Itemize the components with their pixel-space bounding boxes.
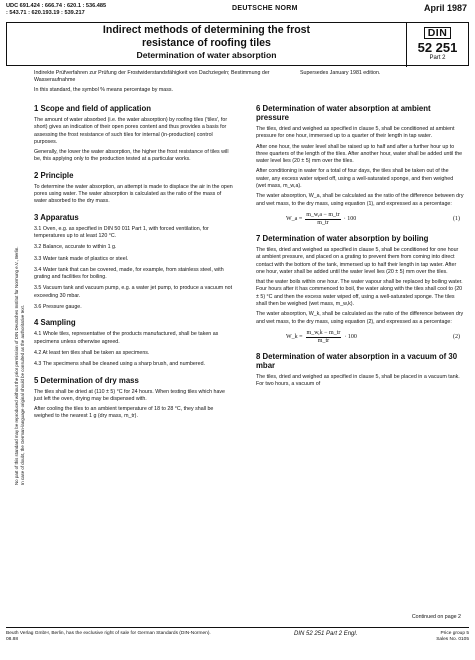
din-part: Part 2 — [429, 55, 446, 61]
din-logo: DIN — [424, 27, 452, 39]
paragraph: Generally, the lower the water absorption, the higher the frost resistance of tiles will be, this applying only to the production tested at a particular works. — [34, 149, 229, 163]
clause: 3.6 Pressure gauge. — [34, 304, 82, 311]
footer — [6, 627, 469, 642]
paragraph: The tiles, dried and weighed as specified in clause 5, shall be conditioned at ambient pressure for one hour, immersed up to a quarter of their length in tap water. — [256, 126, 455, 140]
header-org: DEUTSCHE NORM — [232, 5, 298, 12]
german-title: Indirekte Prüfverfahren zur Prüfung der Frostwiderstandsfähigkeit von Dachziegeln; Bestimmung der Wasseraufnahme — [34, 70, 270, 83]
left-column — [34, 104, 234, 424]
date: April 1987 — [423, 3, 467, 13]
paragraph: The tiles, dried and weighed as specified in clause 5, shall be conditioned for one hour at ambient pressure, and placed on a grating to prevent them from coming into direct contact with the bottom of the tank, immersed up to half their length in tap water. After one hour, water shall be added until the water level lies (20 ± 5) mm over the tiles. — [256, 246, 459, 275]
din-number: 52 251 — [417, 40, 458, 55]
paragraph: To determine the water absorption, an attempt is made to displace the air in the open pores using water. The water absorption is calculated as the ratio of the mass of water absorbed to the dry mass. — [34, 183, 233, 205]
subtitle: Determination of water absorption — [136, 50, 277, 60]
section-heading: 4 Sampling — [34, 318, 76, 328]
clause: 4.1 Whole tiles, representative of the products manufactured, shall be taken as specimens unless otherwise agreed. — [34, 331, 219, 345]
paragraph: The amount of water absorbed (i.e. the water absorption) by roofing tiles ('tiles', for short) gives an indication of their open pores content and thus provides a basis for assessing the frost resistance of such tiles for internal (in-production) control purposes. — [34, 117, 228, 145]
clause: 3.1 Oven, e.g. as specified in DIN 50 011 Part 1, with forced ventilation, for temperatures up to at least 120 °C. — [34, 225, 209, 239]
clause: 4.3 The specimens shall be cleaned using a sharp brush, and numbered. — [34, 361, 205, 368]
title-line: Indirect methods of determining the frost — [102, 24, 311, 36]
section-heading: 7 Determination of water absorption by boiling — [256, 233, 429, 243]
paragraph: The tiles, dried and weighed as specified in clause 5, shall be placed in a vacuum tank. For two hours, a vacuum of — [256, 373, 460, 388]
footer-price: Price group 5 — [440, 631, 469, 636]
clause: 3.2 Balance, accurate to within 1 g. — [34, 244, 117, 251]
equation-1: W_a = $\frac{m\_w,a - m\_tr}{m\_tr}$ · 100 (1) — [286, 211, 460, 226]
continued-note: Continued on page 2 — [411, 614, 461, 620]
section-heading: 3 Apparatus — [34, 212, 79, 222]
paragraph: The water absorption, W_k, shall be calculated as the ratio of the difference between dry and wet mass, to the dry mass, using equation (2), and expressed as a percentage: — [256, 311, 464, 325]
title-box — [7, 23, 407, 67]
equation-number: (2) — [453, 333, 460, 340]
clause: 3.4 Water tank that can be covered, made, for example, from stainless steel, with grating and facilities for boiling. — [34, 266, 224, 281]
title-block — [6, 22, 469, 66]
udc-codes: UDC 691.424 : 666.74 : 620.1 : 536.485 : 543.71 : 620.193.19 : 539.217 — [6, 3, 107, 16]
supersedes: Supersedes January 1981 edition. — [300, 70, 381, 76]
paragraph: that the water boils within one hour. The water vapour shall be replaced by boiling water. Four hours after it has commenced to boil, the water along with the tiles shall cool to (20 ± 5) °C and then the excess water wiped off, using a well-saturated sponge. The tiles shall then be weighed (wet mass, m_w,k). — [256, 279, 463, 308]
section-heading: 2 Principle — [34, 170, 74, 180]
paragraph: After one hour, the water level shall be raised up to half and after a further hour up to three quarters of the length of the tiles. After another hour, water shall be added until the water level lies (20 ± 5) mm over the tiles. — [256, 143, 463, 165]
section-heading: 1 Scope and field of application — [34, 104, 151, 113]
section-heading: 5 Determination of dry mass — [34, 375, 139, 385]
paragraph: After conditioning in water for a total of four days, the tiles shall be taken out of the water, any excess water wiped off, using a well-saturated sponge, and then weighed (wet mass, m_w,a). — [256, 168, 454, 190]
paragraph: The tiles shall be dried at (110 ± 5) °C for 24 hours. When testing tiles which have just left the oven, drying may be dispensed with. — [34, 388, 226, 402]
footer-code: 08.88 — [6, 637, 19, 642]
clause: 3.3 Water tank made of plastics or steel. — [34, 255, 129, 262]
footer-doc-id: DIN 52 251 Part 2 Engl. — [294, 631, 358, 637]
clause: 4.2 At least ten tiles shall be taken as specimens. — [34, 349, 150, 356]
equation-number: (1) — [453, 215, 460, 222]
title-line: resistance of roofing tiles — [142, 37, 271, 49]
section-heading: 8 Determination of water absorption in a vacuum of 30 mbar — [256, 351, 458, 370]
right-column — [256, 104, 464, 392]
side-note: No part of this standard may be reproduced without the prior permission of DIN Deutsches Institut für Normung e.V., Berlin. In case of doubt, the German-language original should be consulted as the authoritative text. — [14, 246, 25, 485]
percent-note: In this standard, the symbol % means percentage by mass. — [34, 87, 173, 93]
equation-2: W_k = $\frac{m\_w,k - m\_tr}{m\_tr}$ · 100 (2) — [286, 329, 460, 344]
section-heading: 6 Determination of water absorption at ambient pressure — [256, 104, 431, 122]
clause: 3.5 Vacuum tank and vacuum pump, e.g. a water jet pump, to produce a vacuum not exceeding 30 mbar. — [34, 285, 233, 299]
footer-sales: Sales No. 0105 — [436, 637, 469, 642]
paragraph: The water absorption, W_a, shall be calculated as the ratio of the difference between dry and wet mass, to the dry mass, using equation (1), and expressed as a percentage: — [256, 193, 464, 207]
paragraph: After cooling the tiles to an ambient temperature of 18 to 28 °C, they shall be weighed to the nearest 1 g (dry mass, m_tr). — [34, 406, 214, 420]
footer-publisher: Beuth Verlag GmbH, Berlin, has the exclusive right of sale for German Standards (DIN-Normen). — [6, 631, 211, 636]
din-box — [407, 23, 468, 67]
